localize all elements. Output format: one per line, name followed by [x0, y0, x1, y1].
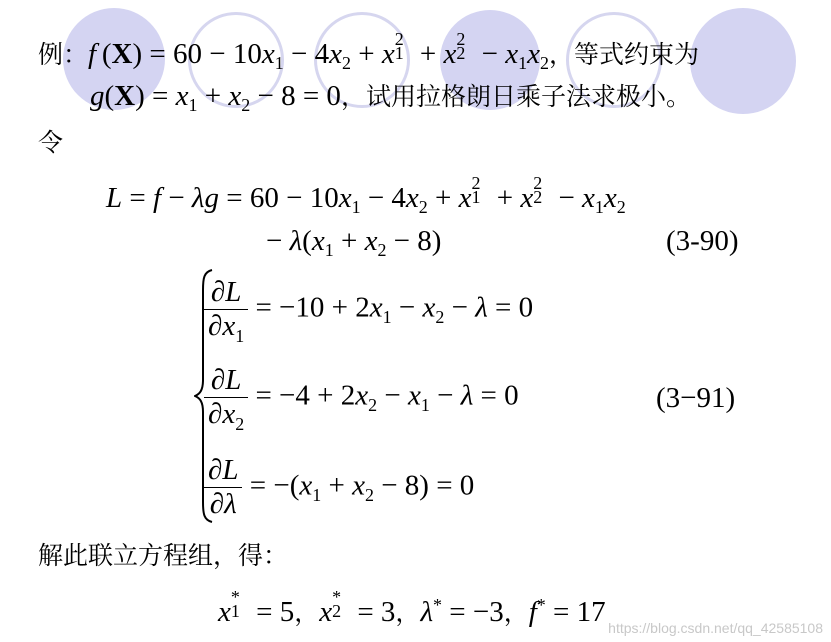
solve-text: 解此联立方程组，得：	[38, 541, 289, 570]
dL-dlambda-fraction: $\frac{\partial L}{\partial\lambda}$	[204, 454, 242, 522]
task-text: ，试用拉格朗日乘子法求极小。	[340, 82, 691, 111]
result-f: f* = 17	[528, 595, 606, 628]
dL-dx1-fraction: $\frac{\partial L}{\partial x_1}$	[204, 276, 248, 344]
lagrangian-line-1: $L = f - \lambda g = 60 - 10x_1 - 4x_2 + x$ 2 1 + x 2 2 − $x_1x_2$	[106, 172, 626, 218]
decor-circle-6	[690, 8, 796, 114]
equation-number-391: (3−91)	[656, 382, 736, 414]
watermark: https://blog.csdn.net/qq_42585108	[608, 620, 823, 636]
example-label: 例：	[38, 40, 89, 69]
example-line-1	[38, 28, 699, 74]
result-sep-3: ，	[503, 598, 529, 627]
result-sep-2: ，	[395, 598, 421, 627]
partial-eq-1: $\frac{\partial L}{\partial x_1}$ = $-10 + 2x_1 - x_2 - \lambda = 0$	[204, 276, 533, 344]
results-line	[218, 586, 606, 628]
result-lambda: λ* = −3	[420, 595, 504, 628]
constraint-equation: $g(X) = x_1 + x_2 - 8 = 0$	[90, 80, 341, 116]
result-x1: x * 1 = 5	[218, 586, 295, 628]
result-x2: x * 2 = 3	[319, 586, 396, 628]
equation-number-390: (3-90)	[666, 225, 739, 257]
lagrangian-line-2: − $\lambda(x_1 + x_2 - 8)$	[266, 225, 442, 261]
partial-eq-2: $\frac{\partial L}{\partial x_2}$ = $-4 + 2x_2 - x_1 - \lambda = 0$	[204, 364, 519, 432]
example-line-2	[90, 80, 691, 116]
partial-eq-3: $\frac{\partial L}{\partial\lambda}$ = $-(x_1 + x_2 - 8) = 0$	[204, 454, 474, 522]
constraint-intro: ，等式约束为	[548, 40, 699, 69]
dL-dx2-fraction: $\frac{\partial L}{\partial x_2}$	[204, 364, 248, 432]
let-label: 令	[38, 128, 64, 157]
result-sep-1: ，	[294, 598, 320, 627]
objective-function: f $(X) = 60 - 10x_1 - 4x_2 + x$ 2 1 + x 2 2 − $x_1x_2$	[88, 28, 549, 74]
